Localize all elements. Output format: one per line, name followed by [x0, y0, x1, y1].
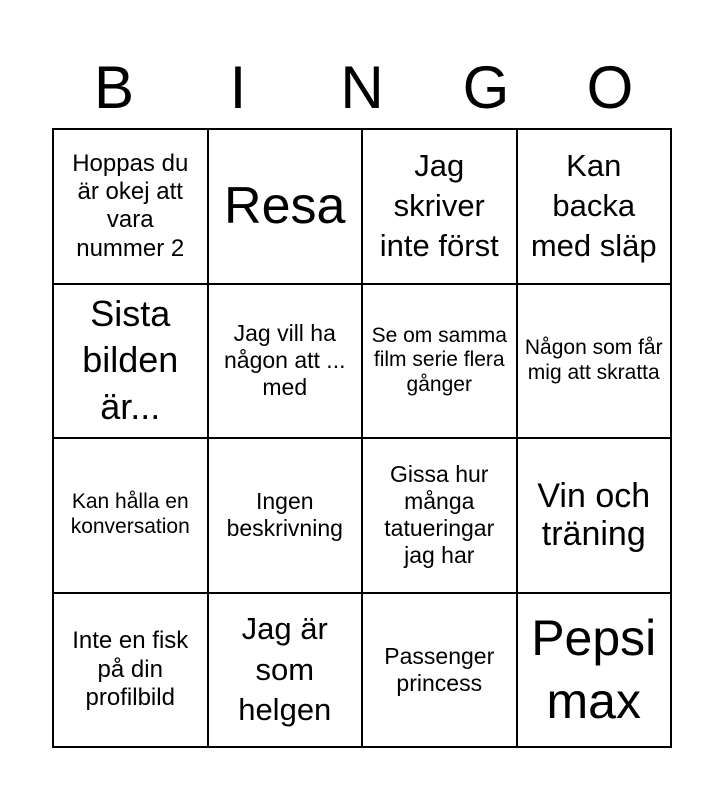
bingo-cell[interactable]: [54, 594, 209, 749]
bingo-cell[interactable]: [518, 439, 673, 594]
cell-text: Hoppas du är okej att vara nummer 2: [72, 149, 189, 262]
cell-text: Jag skriver inte först: [379, 147, 499, 264]
cell-text: Kan hålla en konversation: [70, 490, 190, 539]
cell-text: Jag är som helgen: [238, 611, 332, 727]
cell-text: Någon som får mig att skratta: [524, 335, 663, 384]
bingo-cell[interactable]: [54, 439, 209, 594]
bingo-cell[interactable]: [209, 130, 364, 285]
bingo-cell[interactable]: [518, 130, 673, 285]
cell-text: Jag vill ha någon att ... med: [224, 320, 346, 401]
cell-text: Sista bilden är...: [82, 292, 179, 428]
bingo-cell[interactable]: [363, 439, 518, 594]
bingo-cell[interactable]: [54, 130, 209, 285]
cell-text: Inte en fisk på din profilbild: [72, 627, 189, 711]
header-letter-o: O: [586, 54, 634, 121]
cell-text: Ingen beskrivning: [226, 488, 343, 542]
bingo-cell[interactable]: [209, 594, 364, 749]
cell-text: Kan backa med släp: [530, 147, 657, 264]
bingo-cell[interactable]: [54, 285, 209, 440]
cell-text: Se om samma film serie flera gånger: [371, 323, 507, 397]
bingo-header: [52, 48, 672, 128]
bingo-cell[interactable]: [363, 285, 518, 440]
bingo-cell[interactable]: [363, 594, 518, 749]
bingo-cell[interactable]: [209, 439, 364, 594]
cell-text: Resa: [224, 176, 346, 235]
bingo-cell[interactable]: [209, 285, 364, 440]
cell-text: Pepsi max: [531, 610, 657, 729]
bingo-cell[interactable]: [518, 594, 673, 749]
header-letter-g: G: [462, 54, 510, 121]
cell-text: Passenger princess: [384, 642, 495, 696]
header-letter-n: N: [340, 54, 384, 121]
bingo-cell[interactable]: [363, 130, 518, 285]
header-letter-b: B: [93, 54, 135, 121]
bingo-cell[interactable]: [518, 285, 673, 440]
cell-text: Vin och träning: [537, 477, 651, 554]
cell-text: Gissa hur många tatueringar jag har: [384, 461, 495, 569]
bingo-grid: [52, 128, 672, 748]
header-letter-i: I: [229, 54, 247, 121]
